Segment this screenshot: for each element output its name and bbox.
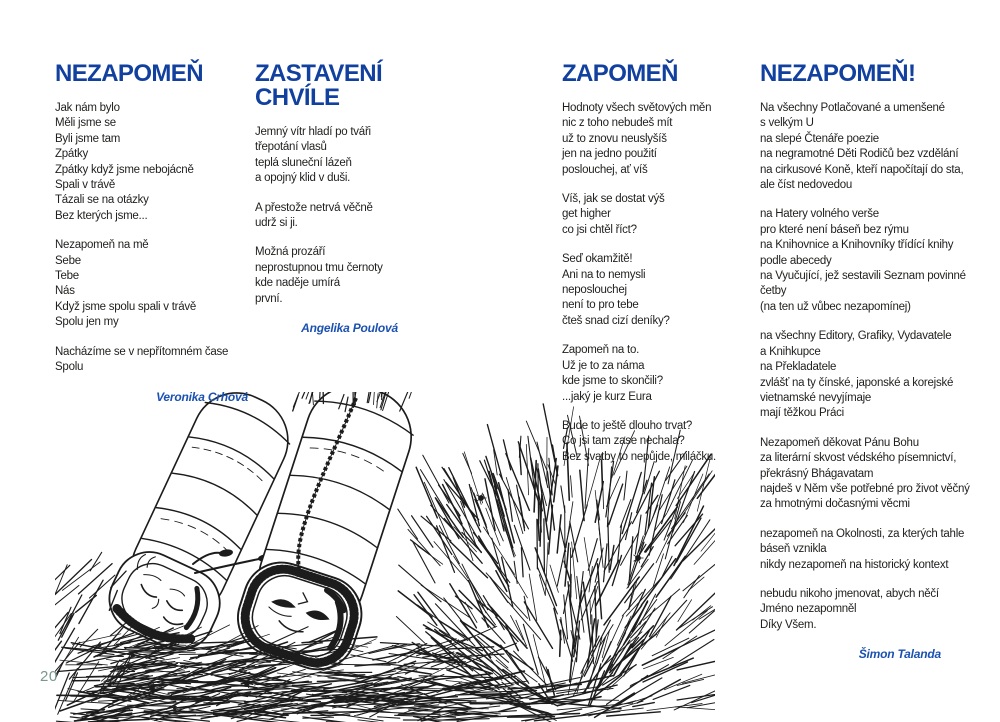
poem-line: a opojný klid v duši. bbox=[255, 172, 351, 185]
poem-author: Angelika Poulová bbox=[301, 321, 398, 336]
poem-line: Seď okamžitě! bbox=[562, 253, 633, 266]
poem-line: už to znovu neuslyšíš bbox=[562, 132, 667, 145]
poem-line: pro které není báseň bez rýmu bbox=[760, 223, 909, 236]
poem-line: jen na jedno použití bbox=[562, 148, 657, 161]
poem-line: na negramotné Děti Rodičů bez vzdělání bbox=[760, 148, 959, 161]
page-number: 20 bbox=[40, 668, 58, 685]
poem-line: na Vyučující, jež sestavili Seznam povinné bbox=[760, 270, 966, 283]
poem-line: zvlášť na ty čínské, japonské a korejské bbox=[760, 376, 954, 389]
poem-line: Ani na to nemysli bbox=[562, 268, 646, 281]
poem-line: ...jaký je kurz Eura bbox=[562, 390, 652, 403]
poem-line: na Hatery volného verše bbox=[760, 208, 879, 221]
poem-line: za literární skvost védského písemnictví, bbox=[760, 452, 957, 465]
poem-line: na Překladatele bbox=[760, 361, 837, 374]
poem-stanza bbox=[760, 436, 970, 513]
poem-line: Byli jsme tam bbox=[55, 132, 121, 145]
poem-line: get higher bbox=[562, 208, 611, 221]
poem-title: NEZAPOMEŇ! bbox=[760, 60, 916, 87]
poem-column-4 bbox=[760, 60, 970, 663]
poem-line: co jsi chtěl říct? bbox=[562, 223, 637, 236]
poem-line: na všechny Editory, Grafiky, Vydavatele bbox=[760, 330, 952, 343]
poem-line: Víš, jak se dostat výš bbox=[562, 193, 665, 206]
poem-line: nikdy nezapomeň na historický kontext bbox=[760, 558, 949, 571]
poem-author: Veronika Crhová bbox=[156, 389, 248, 404]
poem-stanza bbox=[55, 345, 248, 376]
poem-line: není to pro tebe bbox=[562, 299, 639, 312]
poem-line: na Knihovnice a Knihovníky třídící knihy bbox=[760, 239, 954, 252]
poem-line: Zpátky bbox=[55, 148, 89, 161]
poem-line: a Knihkupce bbox=[760, 345, 821, 358]
poem-stanza bbox=[55, 101, 248, 224]
poem-line: Nezapomeň děkovat Pánu Bohu bbox=[760, 436, 919, 449]
poem-line: Bude to ještě dlouho trvat? bbox=[562, 419, 693, 432]
poem-line: Jméno nezapomněl bbox=[760, 603, 857, 616]
poem-column-1 bbox=[55, 62, 248, 405]
poem-line: Co jsi tam zase nechala? bbox=[562, 435, 685, 448]
poem-line: podle abecedy bbox=[760, 254, 832, 267]
poem-line: Na všechny Potlačované a umenšené bbox=[760, 102, 945, 114]
poem-line: na cirkusové Koně, kteří napočítají do sta, bbox=[760, 163, 964, 176]
poem-line: vietnamské nevyjímaje bbox=[760, 391, 872, 404]
poem-line: Nezapomeň na mě bbox=[55, 239, 149, 252]
poem-title: ZAPOMEŇ bbox=[562, 60, 678, 87]
poem-line: s velkým U bbox=[760, 117, 814, 130]
poem-line: mají těžkou Práci bbox=[760, 407, 844, 420]
poem-line: báseň vznikla bbox=[760, 543, 827, 556]
poem-column-3 bbox=[562, 62, 762, 479]
poem-line: Bez svatby to nepůjde, miláčku. bbox=[562, 450, 716, 463]
poem-stanza bbox=[760, 101, 964, 193]
poem-line: Díky Všem. bbox=[760, 618, 817, 631]
poem-line: četby bbox=[760, 285, 787, 298]
poem-stanza bbox=[760, 207, 966, 315]
poem-line: Sebe bbox=[55, 254, 81, 267]
poem-line: Spolu bbox=[55, 361, 84, 374]
poem-stanza bbox=[562, 343, 762, 405]
poem-author: Šimon Talanda bbox=[858, 647, 941, 662]
poem-line: třepotání vlasů bbox=[255, 141, 327, 154]
poem-stanza bbox=[255, 245, 398, 307]
poem-stanza bbox=[562, 192, 762, 238]
poem-line: Hodnoty všech světových měn bbox=[562, 102, 712, 114]
poem-stanza bbox=[760, 527, 965, 573]
poem-line: Možná prozáří bbox=[255, 246, 326, 259]
poem-line: Zapomeň na to. bbox=[562, 344, 640, 357]
poem-line: Nacházíme se v nepřítomném čase bbox=[55, 345, 229, 358]
poem-line: Zpátky když jsme nebojácně bbox=[55, 163, 194, 176]
poem-line: Už je to za náma bbox=[562, 359, 645, 372]
poem-line: Tebe bbox=[55, 270, 79, 283]
poem-line: za hmotnými dočasnými věcmi bbox=[760, 498, 910, 511]
poem-stanza bbox=[760, 329, 954, 421]
poem-line: Když jsme spolu spali v trávě bbox=[55, 300, 197, 313]
poem-line: nezapomeň na Okolnosti, za kterých tahle bbox=[760, 527, 965, 540]
poem-line: nic z toho nebudeš mít bbox=[562, 117, 673, 130]
poem-stanza bbox=[562, 419, 762, 465]
poem-line: Bez kterých jsme... bbox=[55, 209, 148, 222]
poem-stanza bbox=[760, 587, 941, 633]
poem-line: ale číst nedovedou bbox=[760, 179, 853, 192]
poem-line: Jemný vítr hladí po tváři bbox=[255, 126, 371, 138]
poem-line: Nás bbox=[55, 285, 75, 298]
poem-line: čteš snad cizí deníky? bbox=[562, 314, 670, 327]
poem-line: překrásný Bhágavatam bbox=[760, 467, 874, 480]
poem-stanza bbox=[255, 125, 398, 187]
poem-line: první. bbox=[255, 292, 283, 305]
poem-line: udrž si ji. bbox=[255, 217, 298, 230]
poem-line: poslouchej, ať víš bbox=[562, 163, 648, 176]
poem-stanza bbox=[55, 238, 248, 330]
poem-line: Spolu jen my bbox=[55, 316, 119, 329]
poem-line: neposlouchej bbox=[562, 284, 627, 297]
poem-column-2 bbox=[255, 62, 398, 336]
poem-line: najdeš v Něm vše potřebné pro život věčný bbox=[760, 482, 970, 495]
poem-line: Měli jsme se bbox=[55, 117, 116, 130]
poem-line: Jak nám bylo bbox=[55, 102, 120, 114]
poem-line: kde jsme to skončili? bbox=[562, 375, 663, 388]
poem-line: kde naděje umírá bbox=[255, 277, 340, 290]
poem-stanza bbox=[562, 101, 762, 178]
poem-line: A přestože netrvá věčně bbox=[255, 201, 373, 214]
poem-stanza bbox=[562, 252, 762, 329]
poem-title: ZASTAVENÍ CHVÍLE bbox=[255, 60, 383, 111]
poem-line: teplá sluneční lázeň bbox=[255, 156, 352, 169]
poem-line: neprostupnou tmu černoty bbox=[255, 261, 383, 274]
poem-title: NEZAPOMEŇ bbox=[55, 60, 203, 87]
poem-stanza bbox=[255, 201, 398, 232]
poem-line: nebudu nikoho jmenovat, abych něčí bbox=[760, 587, 939, 600]
poem-line: Spali v trávě bbox=[55, 179, 116, 192]
poem-line: (na ten už vůbec nezapomínej) bbox=[760, 300, 911, 313]
poem-line: Tázali se na otázky bbox=[55, 194, 149, 207]
poem-line: na slepé Čtenáře poezie bbox=[760, 132, 879, 145]
